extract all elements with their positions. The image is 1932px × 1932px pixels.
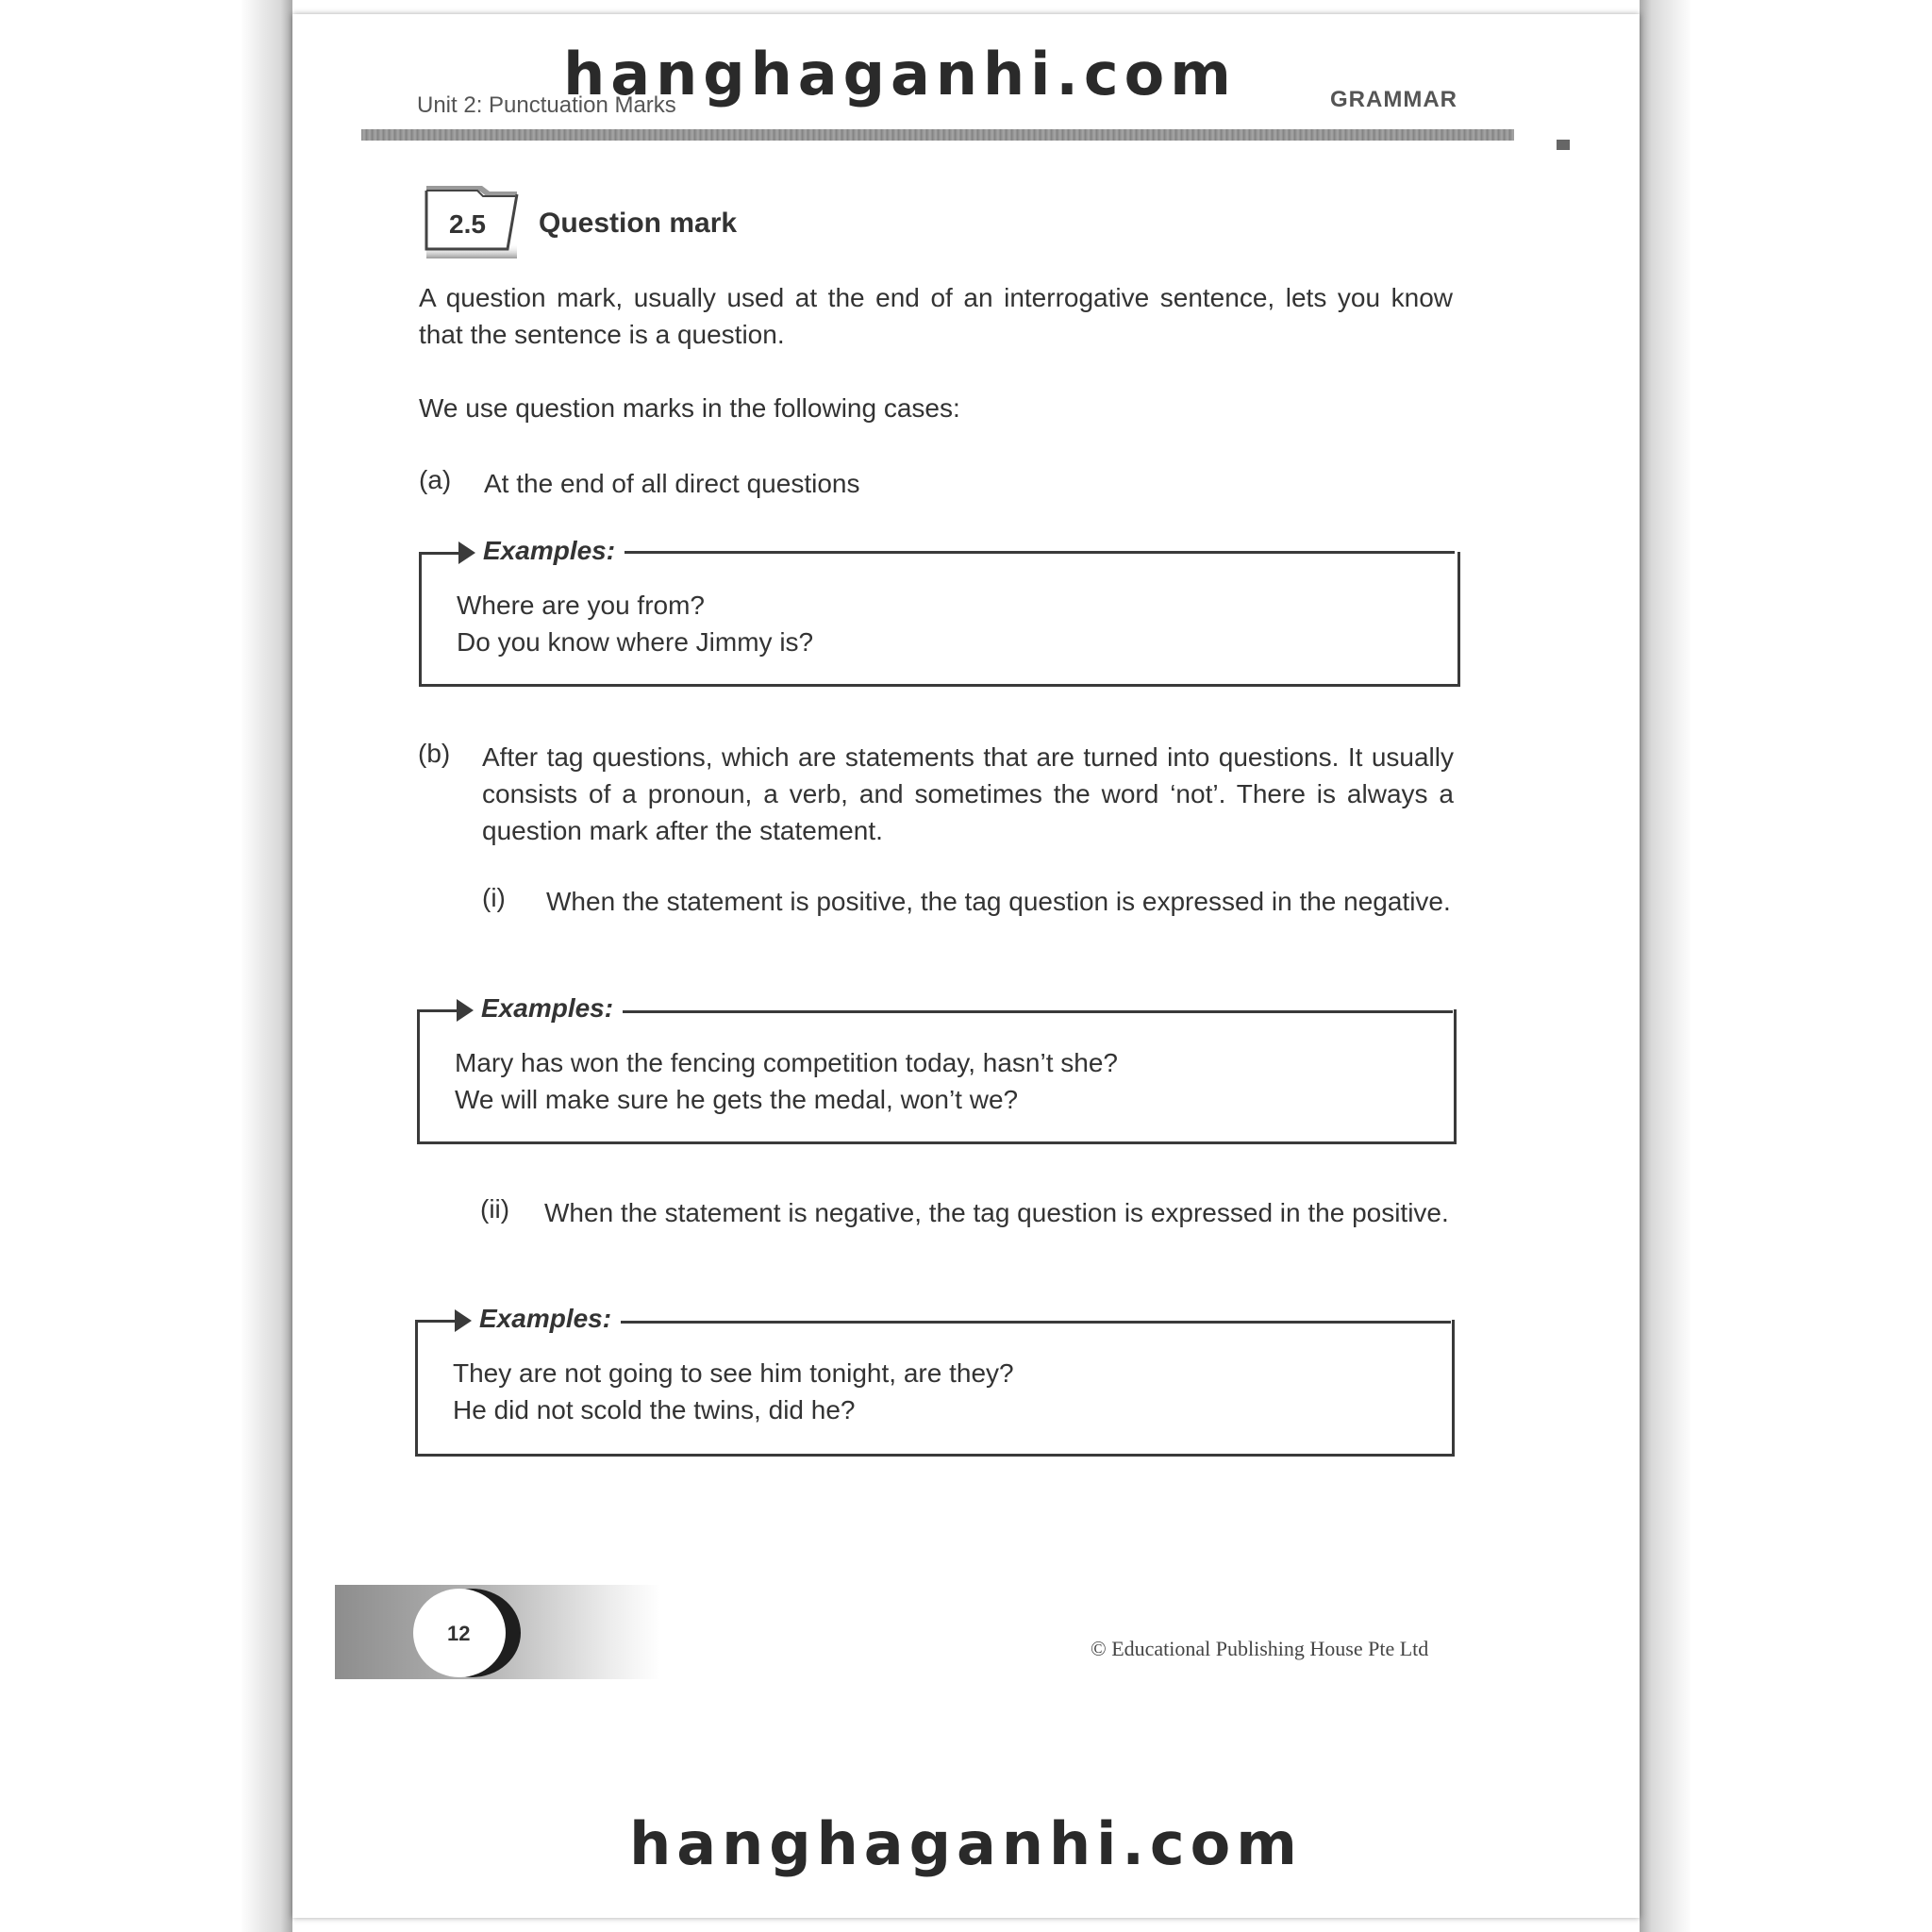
examples-b-ii-heading: Examples:	[479, 1304, 612, 1333]
subject-label: GRAMMAR	[1330, 87, 1457, 112]
watermark-top: hanghaganhi.com	[563, 40, 1237, 108]
examples-a-heading: Examples:	[483, 536, 616, 565]
section-number: 2.5	[449, 209, 486, 239]
cases-intro: We use question marks in the following cases:	[419, 393, 960, 423]
section-title: Question mark	[539, 208, 738, 239]
watermark-bottom: hanghaganhi.com	[629, 1809, 1303, 1878]
intro-paragraph: A question mark, usually used at the end of an interrogative sentence, lets you know that the sentence is a question.	[419, 283, 1453, 349]
case-a-label: (a)	[419, 465, 452, 494]
case-b-i-text: When the statement is positive, the tag question is expressed in the negative.	[546, 887, 1451, 916]
examples-b-i-line-1: Mary has won the fencing competition today, hasn’t she?	[455, 1048, 1118, 1077]
case-b-ii-label: (ii)	[480, 1194, 510, 1224]
corner-mark	[1557, 140, 1570, 150]
examples-b-ii-line-2: He did not scold the twins, did he?	[453, 1395, 856, 1424]
case-b-text: After tag questions, which are statements that are turned into questions. It usually consists of a pronoun, a verb, and sometimes the word ‘not’. There is always a question mark after the statement.	[482, 742, 1454, 845]
case-a-text: At the end of all direct questions	[484, 469, 860, 498]
page-number: 12	[447, 1622, 471, 1645]
case-b-ii-text: When the statement is negative, the tag question is expressed in the positive.	[544, 1198, 1449, 1227]
header-rule	[361, 129, 1514, 141]
examples-b-i-line-2: We will make sure he gets the medal, won’t we?	[455, 1085, 1019, 1114]
examples-b-i-heading: Examples:	[481, 993, 614, 1023]
examples-a-line-1: Where are you from?	[457, 591, 705, 620]
copyright-notice: © Educational Publishing House Pte Ltd	[1091, 1637, 1429, 1660]
page-shadow-left	[0, 0, 292, 1932]
page-shadow-right	[1640, 0, 1932, 1932]
case-b-label: (b)	[418, 739, 451, 768]
unit-title: Unit 2: Punctuation Marks	[417, 92, 676, 118]
examples-b-ii-line-1: They are not going to see him tonight, are they?	[453, 1358, 1014, 1388]
examples-a-line-2: Do you know where Jimmy is?	[457, 627, 814, 657]
case-b-i-label: (i)	[482, 883, 506, 912]
